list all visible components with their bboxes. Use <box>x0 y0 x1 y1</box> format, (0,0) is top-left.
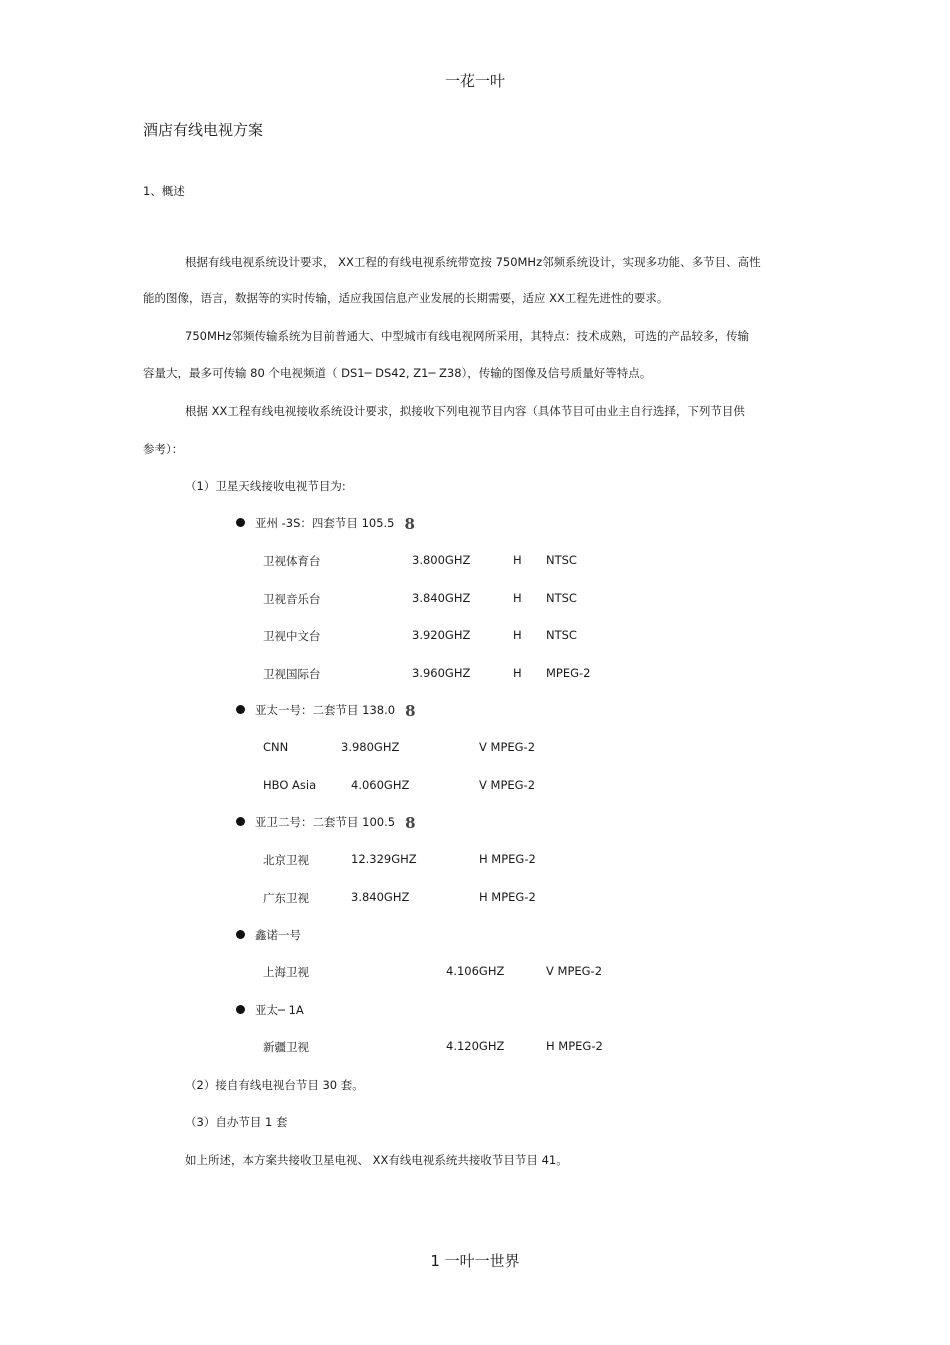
channel-frequency: 12.329GHZ <box>351 852 417 866</box>
list-item-satellite: （1）卫星天线接收电视节目为: <box>185 479 346 493</box>
channel-frequency: 4.120GHZ <box>446 1039 505 1053</box>
section-heading: 1、概述 <box>143 184 185 198</box>
channel-name: HBO Asia <box>263 778 317 792</box>
satellite-label: 鑫诺一号 <box>255 928 301 942</box>
channel-name: 北京卫视 <box>263 853 309 867</box>
channel-name: 卫视国际台 <box>263 667 321 681</box>
channel-name: 卫视音乐台 <box>263 592 321 606</box>
page-header: 一花一叶 <box>444 72 505 90</box>
summary-text: 如上所述，本方案共接收卫星电视、 XX有线电视系统共接收节目节目 41。 <box>185 1153 568 1167</box>
channel-name: 上海卫视 <box>263 965 309 979</box>
satellite-bullet <box>236 927 301 943</box>
channel-name: 广东卫视 <box>263 891 309 905</box>
channel-frequency: 3.980GHZ <box>341 740 400 754</box>
channel-frequency: 3.840GHZ <box>412 591 471 605</box>
paragraph-line: 750MHz邻频传输系统为目前普通大、中型城市有线电视网所采用，其特点：技术成熟，可选的产品较多，传输 <box>185 329 750 343</box>
channel-polarization: H <box>513 553 522 567</box>
channel-polarization-format: V MPEG-2 <box>479 778 536 792</box>
satellite-label: 亚州 -3S：四套节目 105.5 <box>255 516 395 530</box>
page-footer: 1 一叶一世界 <box>430 1252 520 1270</box>
degree-mark: 8 <box>405 702 416 720</box>
degree-mark: 8 <box>404 515 415 533</box>
channel-format: NTSC <box>546 553 577 567</box>
channel-name: 卫视中文台 <box>263 629 321 643</box>
channel-polarization-format: V MPEG-2 <box>479 740 536 754</box>
channel-name: CNN <box>263 740 289 754</box>
channel-polarization: H <box>513 666 522 680</box>
channel-polarization-format: H MPEG-2 <box>479 890 536 904</box>
channel-polarization-format: H MPEG-2 <box>546 1039 603 1053</box>
channel-polarization: H <box>513 591 522 605</box>
paragraph-line: 根据 XX工程有线电视接收系统设计要求，拟接收下列电视节目内容（具体节目可由业主自行选择，下列节目供 <box>185 404 745 418</box>
channel-frequency: 4.106GHZ <box>446 964 505 978</box>
satellite-bullet <box>236 702 416 720</box>
channel-format: NTSC <box>546 591 577 605</box>
channel-frequency: 4.060GHZ <box>351 778 410 792</box>
channel-frequency: 3.920GHZ <box>412 628 471 642</box>
channel-name: 卫视体育台 <box>263 554 321 568</box>
list-item-cable: （2）接自有线电视台节目 30 套。 <box>185 1078 364 1092</box>
bullet-dot-icon <box>236 705 245 714</box>
channel-polarization-format: H MPEG-2 <box>479 852 536 866</box>
list-item-self-produced: （3）自办节目 1 套 <box>185 1115 288 1129</box>
document-title: 酒店有线电视方案 <box>143 121 264 139</box>
channel-polarization-format: V MPEG-2 <box>546 964 603 978</box>
satellite-bullet <box>236 1002 304 1018</box>
bullet-dot-icon <box>236 930 245 939</box>
channel-frequency: 3.960GHZ <box>412 666 471 680</box>
satellite-label: 亚卫二号：二套节目 100.5 <box>255 815 396 829</box>
paragraph-line: 能的图像，语言，数据等的实时传输，适应我国信息产业发展的长期需要，适应 XX工程先进性的要求。 <box>143 291 669 305</box>
channel-frequency: 3.840GHZ <box>351 890 410 904</box>
satellite-bullet <box>236 814 416 832</box>
bullet-dot-icon <box>236 817 245 826</box>
paragraph-line: 容量大，最多可传输 80 个电视频道（ DS1─ DS42, Z1─ Z38），传输的图像及信号质量好等特点。 <box>143 366 652 380</box>
satellite-label: 亚太一号：二套节目 138.0 <box>255 703 396 717</box>
satellite-label: 亚太─ 1A <box>255 1003 304 1017</box>
satellite-bullet <box>236 515 415 533</box>
channel-format: NTSC <box>546 628 577 642</box>
paragraph-line: 根据有线电视系统设计要求， XX工程的有线电视系统带宽按 750MHz邻频系统设计，实现多功能、多节目、高性 <box>185 255 761 269</box>
paragraph-line: 参考）： <box>143 442 184 456</box>
channel-polarization: H <box>513 628 522 642</box>
bullet-dot-icon <box>236 1005 245 1014</box>
channel-name: 新疆卫视 <box>263 1040 309 1054</box>
degree-mark: 8 <box>405 814 416 832</box>
bullet-dot-icon <box>236 518 245 527</box>
channel-frequency: 3.800GHZ <box>412 553 471 567</box>
channel-format: MPEG-2 <box>546 666 591 680</box>
